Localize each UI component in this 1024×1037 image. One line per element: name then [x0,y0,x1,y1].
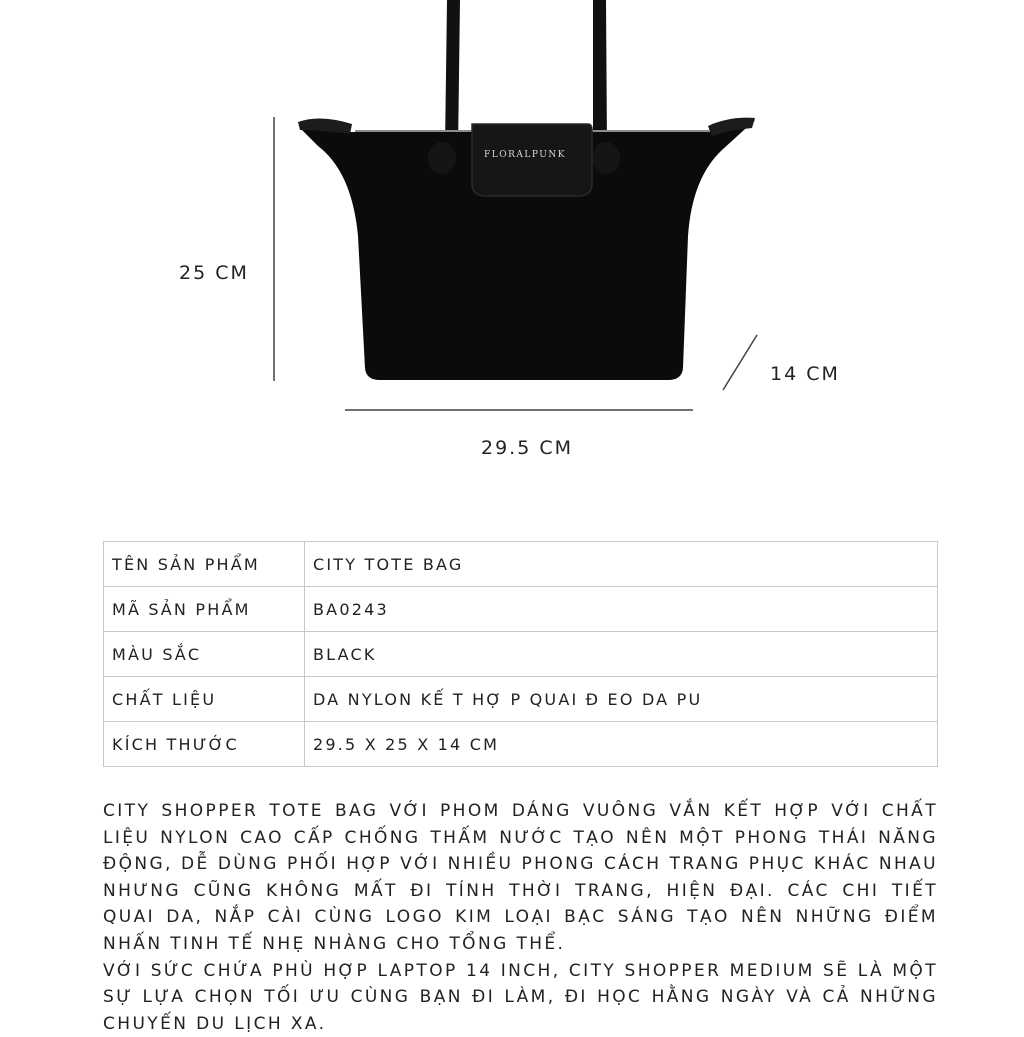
depth-dimension-line [723,335,757,390]
spec-label: TÊN SẢN PHẨM [104,542,305,587]
product-description [103,798,938,1037]
spec-value: 29.5 X 25 X 14 CM [305,722,938,767]
brand-logo: FLORALPUNK [484,150,566,160]
spec-table [103,541,938,767]
height-label: 25 CM [179,262,249,284]
description-paragraph: CITY SHOPPER TOTE BAG VỚI PHOM DÁNG VUÔNG VẮN KẾT HỢP VỚI CHẤT LIỆU NYLON CAO CẤP CHỐNG THẤM NƯỚC TẠO NÊN MỘT PHONG THÁI NĂNG ĐỘNG, DỄ DÙNG PHỐI HỢP VỚI NHIỀU PHONG CÁCH TRANG PHỤC KHÁC NHAU NHƯNG CŨNG KHÔNG MẤT ĐI TÍNH THỜI TRANG, HIỆN ĐẠI. CÁC CHI TIẾT QUAI DA, NẮP CÀI CÙNG LOGO KIM LOẠI BẠC SÁNG TẠO NÊN NHỮNG ĐIỂM NHẤN TINH TẾ NHẸ NHÀNG CHO TỔNG THỂ. [103,801,938,954]
table-row [104,722,938,767]
description-paragraph: VỚI SỨC CHỨA PHÙ HỢP LAPTOP 14 INCH, CITY SHOPPER MEDIUM SẼ LÀ MỘT SỰ LỰA CHỌN TỐI ƯU CÙNG BẠN ĐI LÀM, ĐI HỌC HẰNG NGÀY VÀ CẢ NHỮNG CHUYẾN DU LỊCH XA. [103,960,938,1034]
spec-label: CHẤT LIỆU [104,677,305,722]
depth-label: 14 CM [770,363,840,385]
spec-value: CITY TOTE BAG [305,542,938,587]
spec-value: BA0243 [305,587,938,632]
spec-value: BLACK [305,632,938,677]
table-row [104,677,938,722]
table-row [104,587,938,632]
width-label: 29.5 CM [481,437,574,459]
spec-label: KÍCH THƯỚC [104,722,305,767]
bag-flap [472,124,592,196]
spec-label: MÀU SẮC [104,632,305,677]
bag-handle-left [445,0,460,150]
bag-handle-right [593,0,607,150]
spec-value: DA NYLON KẾ T HỢ P QUAI Đ EO DA PU [305,677,938,722]
table-row [104,542,938,587]
product-image [0,0,1024,480]
table-row [104,632,938,677]
spec-label: MÃ SẢN PHẨM [104,587,305,632]
